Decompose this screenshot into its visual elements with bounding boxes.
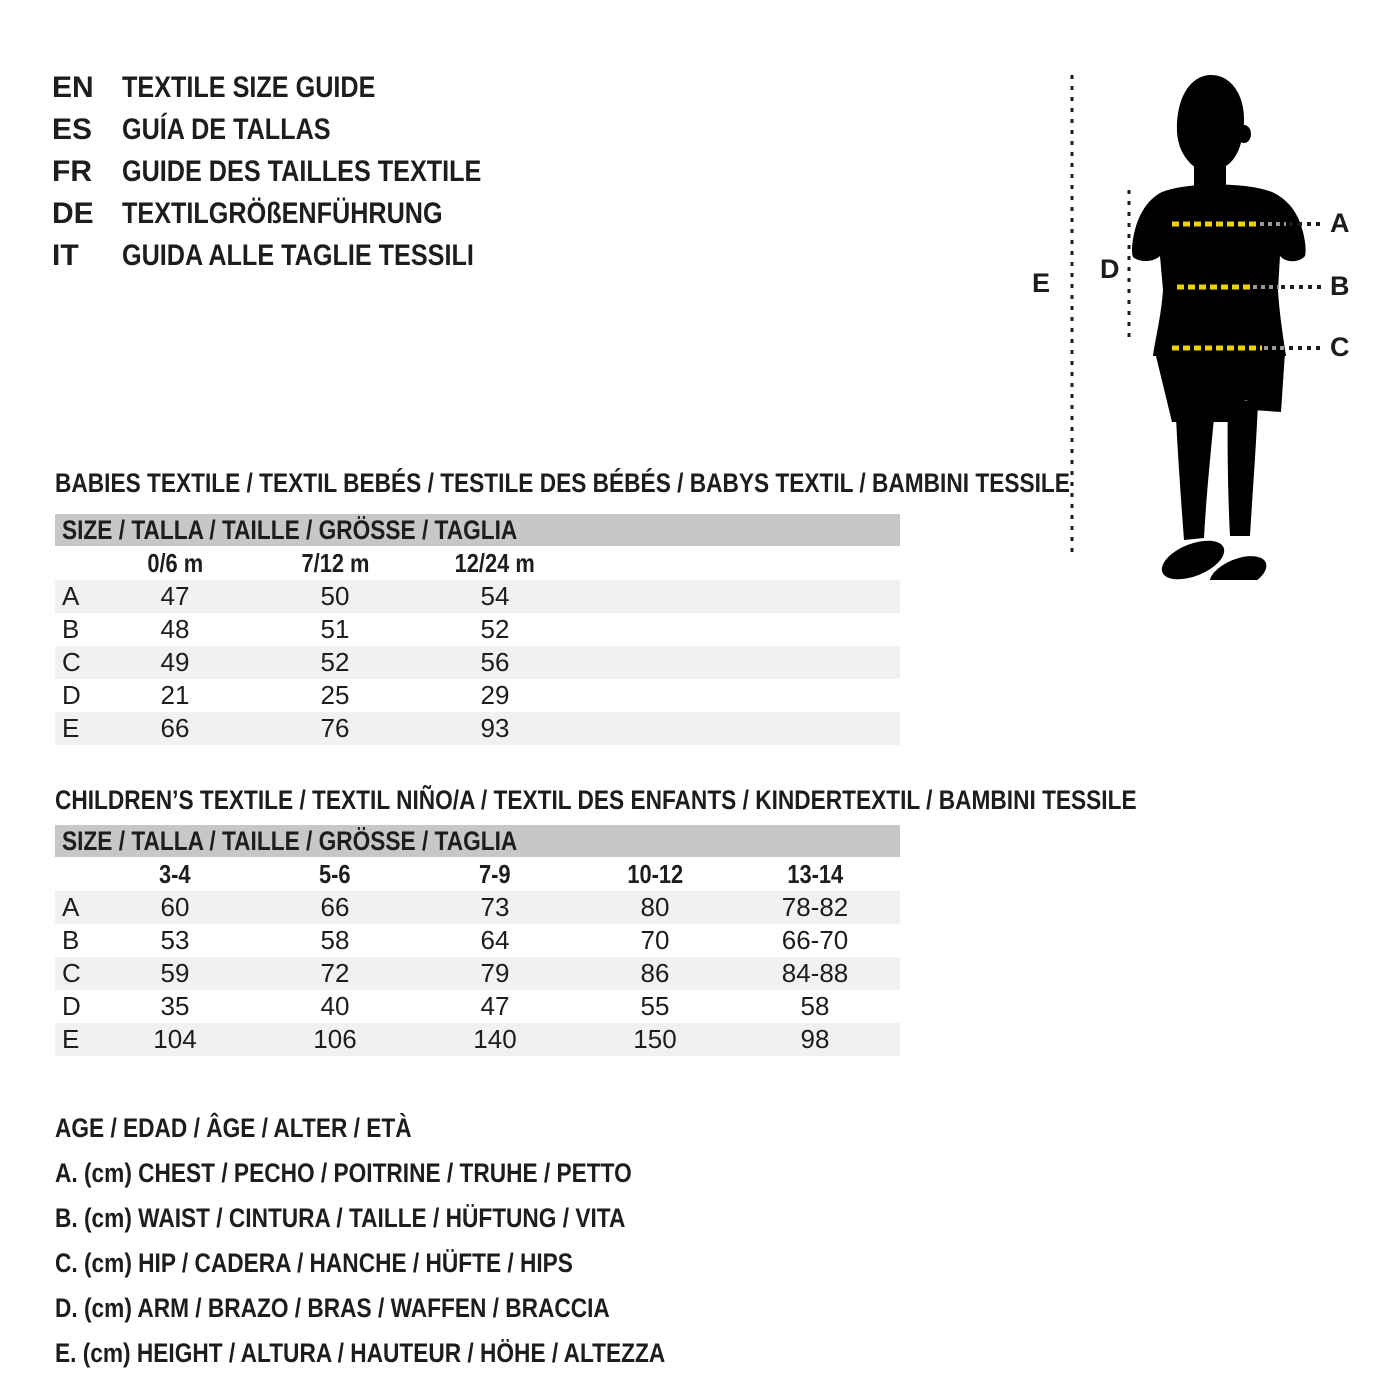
column-header: 13-14 bbox=[787, 858, 843, 889]
row-label: E bbox=[62, 1024, 80, 1054]
language-code: FR bbox=[52, 155, 92, 188]
row-label: D bbox=[62, 680, 81, 710]
language-row bbox=[0, 72, 1000, 104]
language-title: GUIDA ALLE TAGLIE TESSILI bbox=[122, 239, 474, 272]
row-label: E bbox=[62, 713, 80, 743]
legend-line-age: AGE / EDAD / ÂGE / ALTER / ETÀ bbox=[55, 1113, 412, 1143]
size-value: 66 bbox=[160, 713, 190, 743]
child-silhouette-graphic bbox=[1000, 60, 1400, 580]
size-value: 47 bbox=[480, 991, 510, 1021]
figure-label-d: D bbox=[1100, 254, 1120, 284]
row-label: B bbox=[62, 925, 80, 955]
size-value: 72 bbox=[320, 958, 350, 988]
figure-label-c: C bbox=[1330, 332, 1350, 362]
size-value: 56 bbox=[480, 647, 510, 677]
size-value: 106 bbox=[313, 1024, 357, 1054]
language-code: DE bbox=[52, 197, 94, 230]
table-row bbox=[55, 1023, 900, 1056]
column-header: 3-4 bbox=[159, 858, 191, 889]
row-label: C bbox=[62, 647, 81, 677]
size-value: 78-82 bbox=[781, 892, 849, 922]
row-label: C bbox=[62, 958, 81, 988]
figure-label-e: E bbox=[1032, 268, 1051, 298]
column-header: 10-12 bbox=[627, 858, 683, 889]
language-title: GUÍA DE TALLAS bbox=[122, 113, 331, 146]
row-label: B bbox=[62, 614, 80, 644]
legend-line-height: E. (cm) HEIGHT / ALTURA / HAUTEUR / HÖHE / ALTEZZA bbox=[55, 1338, 666, 1368]
children-size-table bbox=[55, 825, 900, 1056]
size-value: 21 bbox=[160, 680, 190, 710]
size-value: 76 bbox=[320, 713, 350, 743]
size-value: 52 bbox=[480, 614, 510, 644]
size-value: 140 bbox=[473, 1024, 517, 1054]
measurement-legend bbox=[55, 1106, 781, 1376]
children-section-heading: CHILDREN’S TEXTILE / TEXTIL NIÑO/A / TEXTIL DES ENFANTS / KINDERTEXTIL / BAMBINI TESSILE bbox=[55, 785, 1137, 815]
size-value: 70 bbox=[640, 925, 670, 955]
legend-line-arm: D. (cm) ARM / BRAZO / BRAS / WAFFEN / BRACCIA bbox=[55, 1293, 610, 1323]
table-row bbox=[55, 990, 900, 1023]
size-value: 66 bbox=[320, 892, 350, 922]
table-header-bar: SIZE / TALLA / TAILLE / GRÖSSE / TAGLIA bbox=[55, 825, 900, 857]
table-row bbox=[55, 924, 900, 957]
language-row bbox=[0, 198, 1000, 230]
column-header: 7/12 m bbox=[300, 547, 369, 578]
size-value: 54 bbox=[480, 581, 510, 611]
row-label: A bbox=[62, 581, 80, 611]
size-value: 79 bbox=[480, 958, 510, 988]
legend-line-hip: C. (cm) HIP / CADERA / HANCHE / HÜFTE / HIPS bbox=[55, 1248, 573, 1278]
language-code: ES bbox=[52, 113, 93, 146]
child-silhouette bbox=[1132, 75, 1306, 580]
column-header-row bbox=[55, 546, 900, 580]
language-code: IT bbox=[52, 239, 79, 272]
language-code: EN bbox=[52, 71, 94, 104]
size-value: 58 bbox=[320, 925, 350, 955]
size-value: 29 bbox=[480, 680, 510, 710]
language-row bbox=[0, 114, 1000, 146]
table-row bbox=[55, 679, 900, 712]
column-header: 5-6 bbox=[319, 858, 351, 889]
size-value: 104 bbox=[153, 1024, 197, 1054]
language-title: GUIDE DES TAILLES TEXTILE bbox=[122, 155, 482, 188]
figure-label-b: B bbox=[1330, 271, 1350, 301]
table-row bbox=[55, 646, 900, 679]
size-value: 55 bbox=[640, 991, 670, 1021]
size-value: 84-88 bbox=[781, 958, 849, 988]
babies-section-heading: BABIES TEXTILE / TEXTIL BEBÉS / TESTILE DES BÉBÉS / BABYS TEXTIL / BAMBINI TESSILE bbox=[55, 468, 1070, 498]
language-row bbox=[0, 240, 1000, 272]
size-value: 47 bbox=[160, 581, 190, 611]
size-value: 48 bbox=[160, 614, 190, 644]
size-value: 80 bbox=[640, 892, 670, 922]
size-value: 51 bbox=[320, 614, 350, 644]
size-value: 150 bbox=[633, 1024, 677, 1054]
size-value: 35 bbox=[160, 991, 190, 1021]
size-value: 64 bbox=[480, 925, 510, 955]
babies-size-table bbox=[55, 514, 900, 745]
table-row bbox=[55, 580, 900, 613]
size-value: 49 bbox=[160, 647, 190, 677]
size-value: 98 bbox=[800, 1024, 830, 1054]
column-header-row bbox=[55, 857, 900, 891]
table-row bbox=[55, 613, 900, 646]
size-value: 58 bbox=[800, 991, 830, 1021]
size-value: 59 bbox=[160, 958, 190, 988]
figure-label-a: A bbox=[1330, 208, 1350, 238]
size-value: 60 bbox=[160, 892, 190, 922]
size-value: 66-70 bbox=[781, 925, 849, 955]
column-header: 7-9 bbox=[479, 858, 511, 889]
table-row bbox=[55, 957, 900, 990]
size-value: 25 bbox=[320, 680, 350, 710]
legend-line-chest: A. (cm) CHEST / PECHO / POITRINE / TRUHE / PETTO bbox=[55, 1158, 632, 1188]
language-title: TEXTILGRÖßENFÜHRUNG bbox=[122, 197, 443, 230]
size-value: 52 bbox=[320, 647, 350, 677]
measurement-figure bbox=[1000, 60, 1400, 580]
table-row bbox=[55, 712, 900, 745]
table-row bbox=[55, 891, 900, 924]
size-value: 93 bbox=[480, 713, 510, 743]
table-header-bar: SIZE / TALLA / TAILLE / GRÖSSE / TAGLIA bbox=[55, 514, 900, 546]
language-title: TEXTILE SIZE GUIDE bbox=[122, 71, 376, 104]
size-value: 73 bbox=[480, 892, 510, 922]
size-value: 40 bbox=[320, 991, 350, 1021]
size-value: 50 bbox=[320, 581, 350, 611]
column-header: 0/6 m bbox=[147, 547, 203, 578]
language-row bbox=[0, 156, 1000, 188]
size-value: 86 bbox=[640, 958, 670, 988]
legend-line-waist: B. (cm) WAIST / CINTURA / TAILLE / HÜFTUNG / VITA bbox=[55, 1203, 626, 1233]
size-value: 53 bbox=[160, 925, 190, 955]
column-header: 12/24 m bbox=[454, 547, 536, 578]
row-label: D bbox=[62, 991, 81, 1021]
row-label: A bbox=[62, 892, 80, 922]
